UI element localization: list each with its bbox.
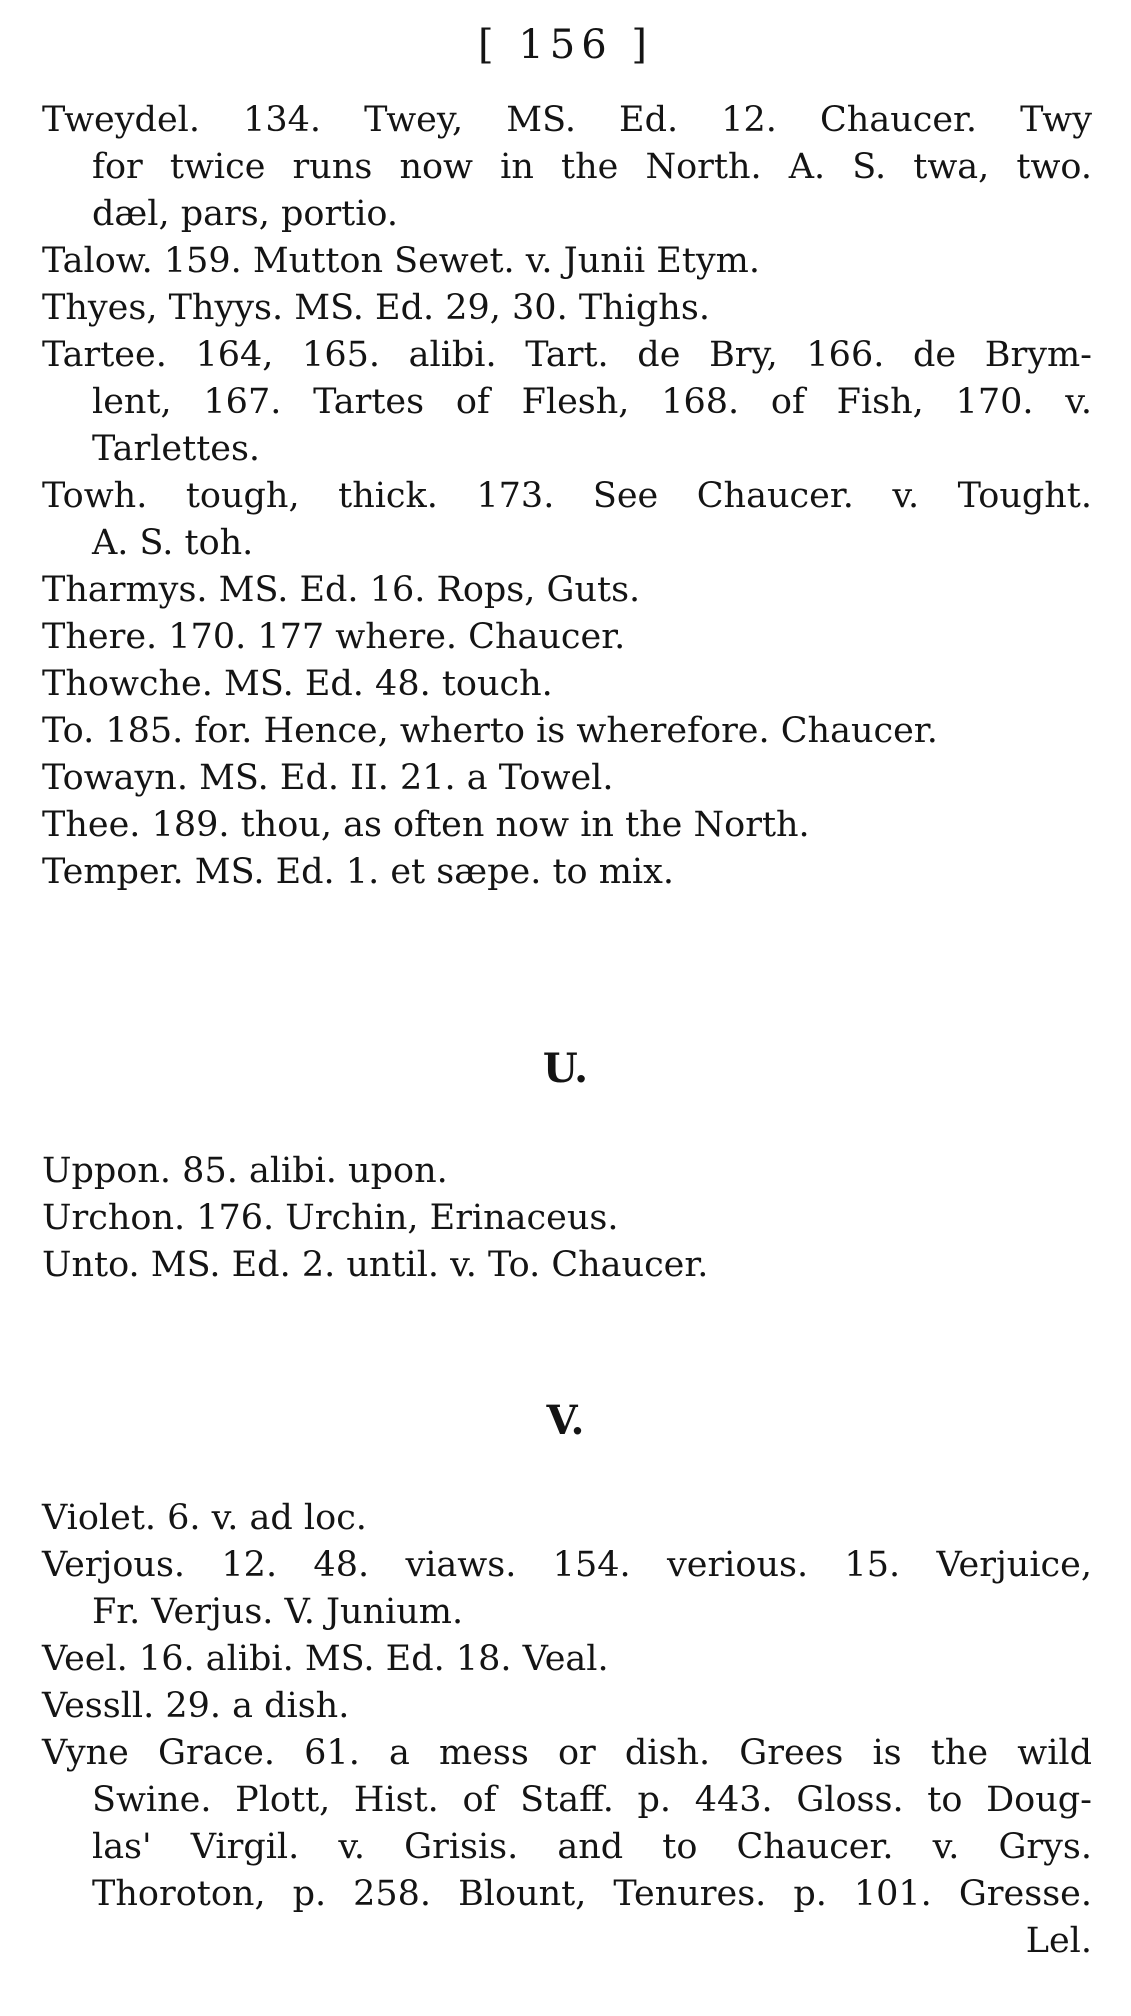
entry-uppon	[42, 1148, 1092, 1195]
entry-there	[42, 614, 1092, 661]
entry-unto	[42, 1242, 1092, 1289]
entry-line: Tartee. 164, 165. alibi. Tart. de Bry, 166. de Brym-	[42, 335, 1092, 375]
entry-line: Talow. 159. Mutton Sewet. v. Junii Etym.	[42, 241, 760, 281]
entry-line: Swine. Plott, Hist. of Staff. p. 443. Gloss. to Doug-	[92, 1780, 1092, 1820]
entry-line: Verjous. 12. 48. viaws. 154. verious. 15. Verjuice,	[42, 1545, 1092, 1585]
entry-tharmys	[42, 567, 1092, 614]
section-u	[42, 1148, 1092, 1289]
entry-tweydel	[42, 97, 1092, 238]
entry-violet	[42, 1495, 1092, 1542]
entry-line: Lel.	[1025, 1921, 1092, 1961]
section-t	[42, 97, 1092, 896]
entry-line: Veel. 16. alibi. MS. Ed. 18. Veal.	[42, 1639, 609, 1679]
entry-line: Towh. tough, thick. 173. See Chaucer. v. Tought.	[42, 476, 1092, 516]
entry-line: Tarlettes.	[92, 429, 261, 469]
entry-line: lent, 167. Tartes of Flesh, 168. of Fish, 170. v.	[92, 382, 1092, 422]
entry-line: Vyne Grace. 61. a mess or dish. Grees is the wild	[42, 1733, 1092, 1773]
entry-towh	[42, 473, 1092, 567]
page-number: [ 156 ]	[478, 22, 653, 68]
entry-line: Urchon. 176. Urchin, Erinaceus.	[42, 1198, 619, 1238]
entry-line: Fr. Verjus. V. Junium.	[92, 1592, 464, 1632]
entry-line: for twice runs now in the North. A. S. twa, two.	[92, 147, 1092, 187]
entry-line: Thee. 189. thou, as often now in the North.	[42, 805, 810, 845]
section-v	[42, 1495, 1092, 1965]
entry-talow	[42, 238, 1092, 285]
entry-line: Thowche. MS. Ed. 48. touch.	[42, 664, 553, 704]
entry-line: To. 185. for. Hence, wherto is wherefore. Chaucer.	[42, 711, 938, 751]
entry-to	[42, 708, 1092, 755]
entry-vyne-grace	[42, 1730, 1092, 1965]
entry-tartee	[42, 332, 1092, 473]
entry-line: Violet. 6. v. ad loc.	[42, 1498, 367, 1538]
entry-line: Tharmys. MS. Ed. 16. Rops, Guts.	[42, 570, 641, 610]
entry-line: Vessll. 29. a dish.	[42, 1686, 350, 1726]
entry-line: A. S. toh.	[92, 523, 254, 563]
entry-line: Uppon. 85. alibi. upon.	[42, 1151, 448, 1191]
section-heading-u: U.	[542, 1045, 589, 1092]
entry-urchon	[42, 1195, 1092, 1242]
entry-line: Unto. MS. Ed. 2. until. v. To. Chaucer.	[42, 1245, 709, 1285]
entry-thowche	[42, 661, 1092, 708]
entry-temper	[42, 849, 1092, 896]
entry-vessll	[42, 1683, 1092, 1730]
entry-line: Tweydel. 134. Twey, MS. Ed. 12. Chaucer. Twy	[42, 100, 1092, 140]
entry-line: Towayn. MS. Ed. II. 21. a Towel.	[42, 758, 614, 798]
entry-verjous	[42, 1542, 1092, 1636]
entry-thyes	[42, 285, 1092, 332]
entry-veel	[42, 1636, 1092, 1683]
entry-line: Thyes, Thyys. MS. Ed. 29, 30. Thighs.	[42, 288, 710, 328]
entry-thee	[42, 802, 1092, 849]
entry-line: dæl, pars, portio.	[92, 194, 399, 234]
entry-line: Temper. MS. Ed. 1. et sæpe. to mix.	[42, 852, 674, 892]
entry-line: las' Virgil. v. Grisis. and to Chaucer. v. Grys.	[92, 1827, 1092, 1867]
section-heading-v: V.	[546, 1397, 585, 1444]
entry-line: There. 170. 177 where. Chaucer.	[42, 617, 626, 657]
entry-towayn	[42, 755, 1092, 802]
entry-line: Thoroton, p. 258. Blount, Tenures. p. 101. Gresse.	[92, 1874, 1092, 1914]
